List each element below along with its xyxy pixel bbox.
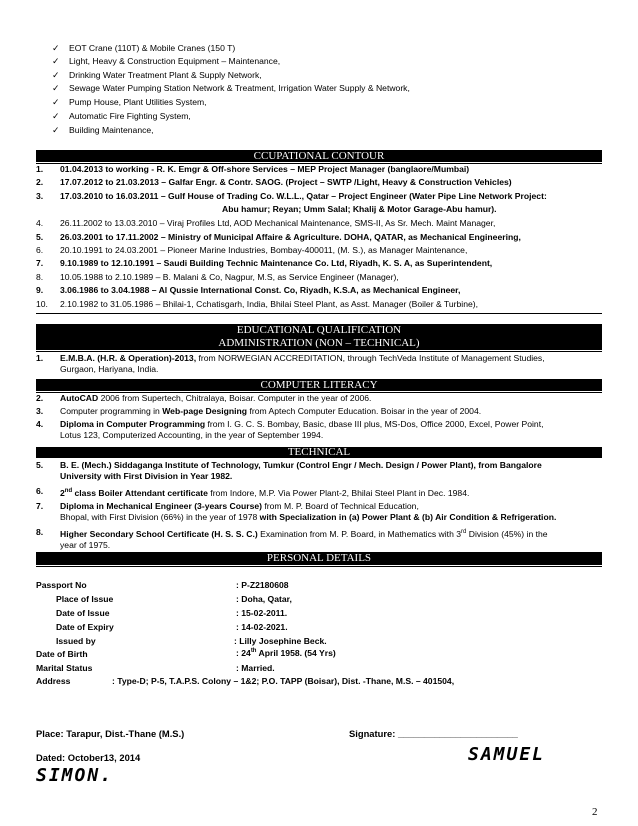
date-of-expiry-label: Date of Expiry bbox=[56, 622, 114, 632]
date-of-issue-label: Date of Issue bbox=[56, 608, 110, 618]
checklist-item: ✓ Building Maintenance, bbox=[52, 124, 154, 137]
date-of-birth-value: : 24th April 1958. (54 Yrs) bbox=[236, 648, 336, 658]
education-subtitle: ADMINISTRATION (NON – TECHNICAL) bbox=[218, 337, 420, 349]
check-icon: ✓ bbox=[52, 56, 60, 66]
checklist-item: ✓ EOT Crane (110T) & Mobile Cranes (150 T) bbox=[52, 42, 235, 55]
marital-status-value: : Married. bbox=[236, 663, 275, 673]
divider bbox=[36, 313, 602, 314]
place-line: Place: Tarapur, Dist.-Thane (M.S.) bbox=[36, 728, 185, 739]
address-value: : Type-D; P-5, T.A.P.S. Colony – 1&2; P.O. TAPP (Boisar), Dist. -Thane, M.S. – 401504, bbox=[112, 676, 455, 686]
section-header-technical: TECHNICAL bbox=[36, 447, 602, 458]
place-of-issue-label: Place of Issue bbox=[56, 594, 114, 604]
date-of-issue-value: : 15-02-2011. bbox=[236, 608, 288, 618]
passport-label: Passport No bbox=[36, 580, 87, 590]
check-icon: ✓ bbox=[52, 125, 60, 135]
divider bbox=[36, 351, 602, 352]
checklist-item: ✓ Light, Heavy & Construction Equipment – Maintenance, bbox=[52, 55, 280, 68]
check-icon: ✓ bbox=[52, 70, 60, 80]
issued-by-value: : Lilly Josephine Beck. bbox=[234, 636, 327, 646]
check-icon: ✓ bbox=[52, 83, 60, 93]
issued-by-label: Issued by bbox=[56, 636, 96, 646]
check-icon: ✓ bbox=[52, 43, 60, 53]
dated-line: Dated: October13, 2014 bbox=[36, 752, 141, 763]
section-header-computer: COMPUTER LITERACY bbox=[36, 379, 602, 391]
page-number: 2 bbox=[592, 806, 598, 818]
signature-label: Signature: _______________________ bbox=[349, 728, 518, 739]
section-header-personal: PERSONAL DETAILS bbox=[36, 552, 602, 565]
address-label: Address bbox=[36, 676, 71, 686]
checklist-item: ✓ Sewage Water Pumping Station Network & Treatment, Irrigation Water Supply & Network, bbox=[52, 82, 410, 95]
check-icon: ✓ bbox=[52, 97, 60, 107]
divider bbox=[36, 566, 602, 567]
marital-status-label: Marital Status bbox=[36, 663, 93, 673]
date-of-expiry-value: : 14-02-2021. bbox=[236, 622, 288, 632]
checklist-item: ✓ Pump House, Plant Utilities System, bbox=[52, 96, 207, 109]
checklist-item: ✓ Automatic Fire Fighting System, bbox=[52, 110, 191, 123]
signature-name-last: SIMON. bbox=[36, 765, 114, 786]
education-title: EDUCATIONAL QUALIFICATION bbox=[236, 324, 402, 336]
signature-name-first: SAMUEL bbox=[468, 744, 546, 765]
date-of-birth-label: Date of Birth bbox=[36, 649, 88, 659]
place-of-issue-value: : Doha, Qatar, bbox=[236, 594, 292, 604]
checklist-item: ✓ Drinking Water Treatment Plant & Supply Network, bbox=[52, 69, 262, 82]
section-header-education bbox=[36, 324, 602, 350]
section-header-occupational: CCUPATIONAL CONTOUR bbox=[36, 150, 602, 162]
check-icon: ✓ bbox=[52, 111, 60, 121]
passport-value: : P-Z2180608 bbox=[236, 580, 289, 590]
